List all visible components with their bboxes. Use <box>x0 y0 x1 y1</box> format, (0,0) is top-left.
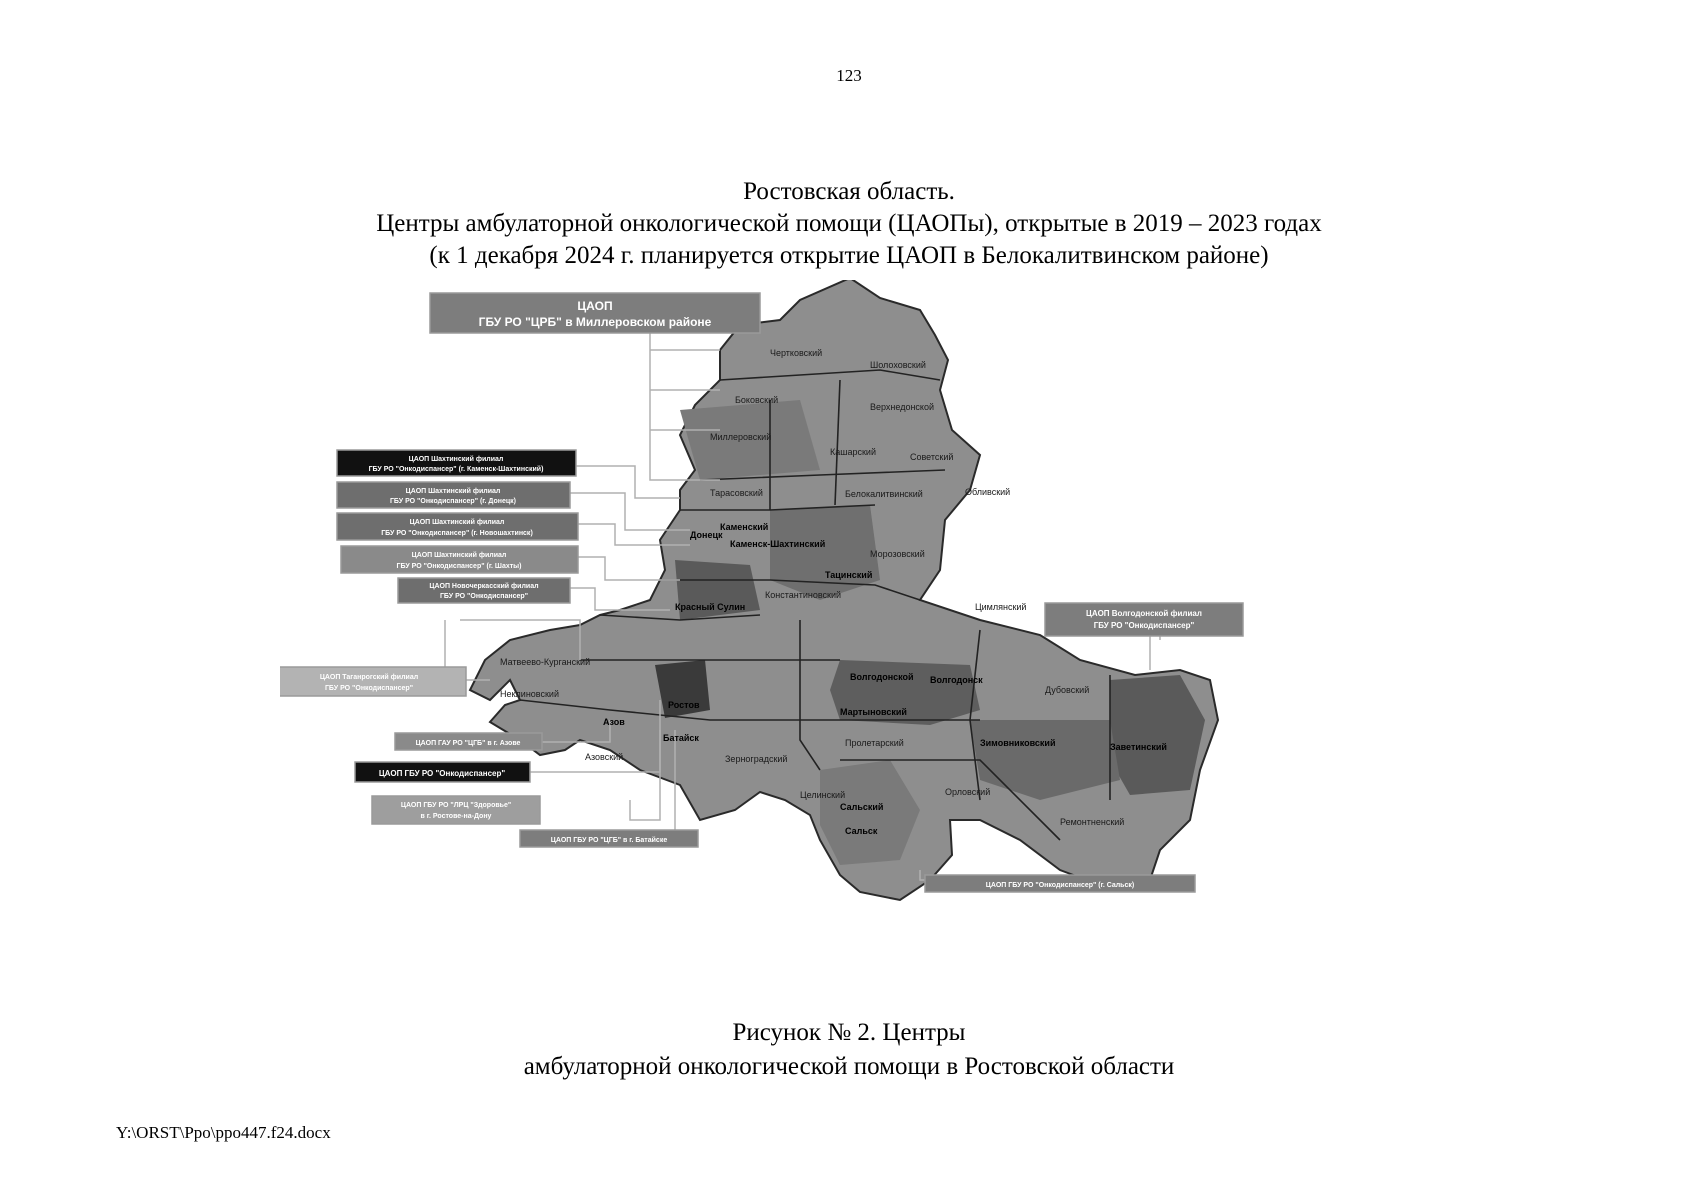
svg-text:ЦАОП ГБУ РО "ЦГБ" в г. Батайск: ЦАОП ГБУ РО "ЦГБ" в г. Батайске <box>550 837 668 844</box>
caption-line-1: Рисунок № 2. Центры <box>732 1019 966 1046</box>
callout-shakhty <box>341 546 578 573</box>
district-label: Советский <box>910 452 954 462</box>
district-label: Каменский <box>720 522 769 532</box>
district-label: Батайск <box>663 733 699 743</box>
svg-text:ГБУ РО "Онкодиспансер": ГБУ РО "Онкодиспансер" <box>1093 621 1195 630</box>
svg-text:ГБУ РО "Онкодиспансер" (г. Шах: ГБУ РО "Онкодиспансер" (г. Шахты) <box>396 563 522 570</box>
district-label: Целинский <box>800 790 846 800</box>
district-label: Шолоховский <box>870 360 926 370</box>
district-label: Мартыновский <box>840 707 907 717</box>
district-label: Тацинский <box>825 570 873 580</box>
district-label: Ростов <box>668 700 700 710</box>
svg-text:ГБУ РО "Онкодиспансер" (г. Кам: ГБУ РО "Онкодиспансер" (г. Каменск-Шахтинский) <box>368 466 544 473</box>
svg-text:ЦАОП Новочеркасский филиал: ЦАОП Новочеркасский филиал <box>429 583 539 590</box>
district-label: Орловский <box>945 787 991 797</box>
figure-caption <box>0 1016 1698 1084</box>
callout-novocherkassk <box>398 578 570 603</box>
district-label: Зимовниковский <box>980 738 1056 748</box>
callout-rostov <box>372 796 540 824</box>
callout-azov <box>395 733 542 750</box>
callout-salsk <box>925 875 1195 892</box>
district-label: Красный Сулин <box>675 602 746 612</box>
callout-kamensk <box>337 450 576 476</box>
callout-oncodispanser <box>355 762 530 782</box>
document-path: Y:\ORST\Ppo\ppo447.f24.docx <box>116 1123 331 1142</box>
district-label: Матвеево-Курганский <box>500 657 591 667</box>
svg-text:ЦАОП Шахтинский филиал: ЦАОП Шахтинский филиал <box>408 456 504 463</box>
district-label: Сальский <box>840 802 884 812</box>
district-label: Чертковский <box>770 348 823 358</box>
district-label: Константиновский <box>765 590 842 600</box>
callout-bataysk <box>520 830 698 847</box>
svg-text:ЦАОП Таганрогский филиал: ЦАОП Таганрогский филиал <box>319 674 419 681</box>
svg-text:ГБУ РО "Онкодиспансер" (г. Нов: ГБУ РО "Онкодиспансер" (г. Новошахтинск) <box>381 530 533 537</box>
district-label: Ремонтненский <box>1060 817 1125 827</box>
district-label: Азовский <box>585 752 624 762</box>
district-label: Боковский <box>735 395 779 405</box>
svg-text:ЦАОП Шахтинский филиал: ЦАОП Шахтинский филиал <box>405 488 501 495</box>
district-label: Цимлянский <box>975 602 1027 612</box>
callout-millerovo <box>430 293 760 333</box>
svg-text:ЦАОП Волгодонской филиал: ЦАОП Волгодонской филиал <box>1086 609 1202 618</box>
district-label: Сальск <box>845 826 878 836</box>
district-label: Волгодонск <box>930 675 983 685</box>
callout-donetsk <box>337 482 570 508</box>
svg-text:ЦАОП ГБУ РО "ЛРЦ "Здоровье": ЦАОП ГБУ РО "ЛРЦ "Здоровье" <box>400 802 512 809</box>
figure-title <box>0 176 1698 272</box>
svg-text:ГБУ РО "Онкодиспансер": ГБУ РО "Онкодиспансер" <box>439 593 529 600</box>
district-label: Морозовский <box>870 549 925 559</box>
svg-text:ЦАОП ГБУ РО "Онкодиспансер": ЦАОП ГБУ РО "Онкодиспансер" <box>378 769 506 778</box>
region-map <box>280 280 1360 990</box>
svg-text:ЦАОП ГБУ РО "Онкодиспансер" (г: ЦАОП ГБУ РО "Онкодиспансер" (г. Сальск) <box>985 882 1135 889</box>
svg-text:ГБУ РО "ЦРБ" в Миллеровском ра: ГБУ РО "ЦРБ" в Миллеровском районе <box>478 315 712 329</box>
district-label: Каменск-Шахтинский <box>730 539 826 549</box>
district-label: Неклиновский <box>500 689 559 699</box>
title-line-3: (к 1 декабря 2024 г. планируется открытие ЦАОП в Белокалитвинском районе) <box>429 242 1269 269</box>
page-number: 123 <box>836 66 862 85</box>
callout-novoshakhtinsk <box>337 513 578 540</box>
caption-line-2: амбулаторной онкологической помощи в Ростовской области <box>523 1053 1175 1080</box>
district-label: Волгодонской <box>850 672 914 682</box>
callout-taganrog <box>280 667 466 696</box>
district-label: Азов <box>603 717 625 727</box>
title-line-1: Ростовская область. <box>743 178 955 205</box>
district-label: Дубовский <box>1045 685 1090 695</box>
map-canvas <box>280 280 1360 990</box>
district-label: Кашарский <box>830 447 876 457</box>
svg-text:ГБУ РО "Онкодиспансер" (г. Дон: ГБУ РО "Онкодиспансер" (г. Донецк) <box>389 498 517 505</box>
svg-text:ЦАОП: ЦАОП <box>577 299 613 313</box>
district-label: Зерноградский <box>725 754 788 764</box>
svg-text:в г. Ростове-на-Дону: в г. Ростове-на-Дону <box>420 813 492 820</box>
svg-text:ЦАОП Шахтинский филиал: ЦАОП Шахтинский филиал <box>411 552 507 559</box>
svg-text:ГБУ РО "Онкодиспансер": ГБУ РО "Онкодиспансер" <box>324 685 414 692</box>
title-line-2: Центры амбулаторной онкологической помощи (ЦАОПы), открытые в 2019 – 2023 годах <box>376 210 1322 237</box>
callout-volgodonsk <box>1045 603 1243 636</box>
district-label: Донецк <box>690 530 723 540</box>
district-label: Миллеровский <box>710 432 772 442</box>
district-label: Тарасовский <box>710 488 763 498</box>
district-label: Заветинский <box>1110 742 1167 752</box>
district-label: Пролетарский <box>845 738 904 748</box>
svg-text:ЦАОП ГАУ РО "ЦГБ" в г. Азове: ЦАОП ГАУ РО "ЦГБ" в г. Азове <box>415 740 521 747</box>
district-label: Обливский <box>965 487 1011 497</box>
district-label: Белокалитвинский <box>845 489 923 499</box>
svg-text:ЦАОП Шахтинский филиал: ЦАОП Шахтинский филиал <box>409 519 505 526</box>
district-label: Верхнедонской <box>870 402 934 412</box>
